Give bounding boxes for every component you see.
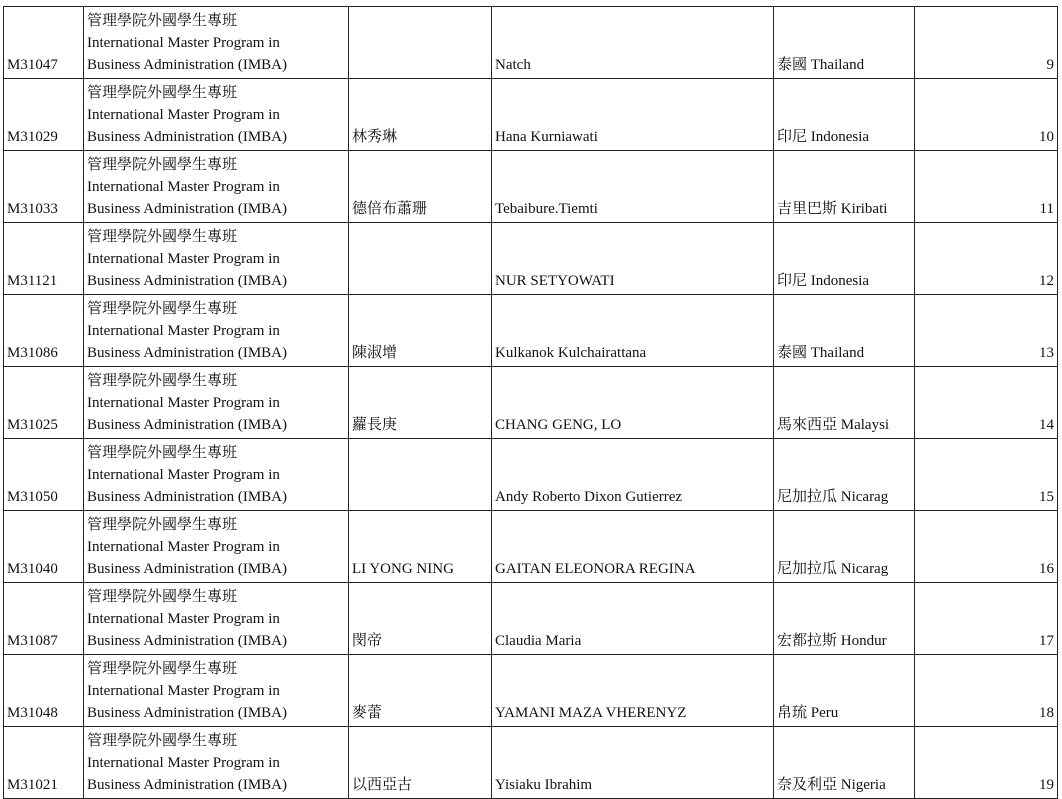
serial-number-cell: 18	[915, 655, 1058, 727]
nationality-cell: 尼加拉瓜 Nicarag	[774, 439, 915, 511]
nationality-cell: 馬來西亞 Malaysi	[774, 367, 915, 439]
department-name-en-line-2: Business Administration (IMBA)	[87, 417, 288, 433]
department-name-en-line-1: International Master Program in	[87, 179, 280, 195]
table-row	[4, 655, 1058, 727]
roster-body	[4, 7, 1058, 799]
department-name-en-line-2: Business Administration (IMBA)	[87, 489, 288, 505]
nationality-cell: 尼加拉瓜 Nicarag	[774, 511, 915, 583]
department-name-en-line-1: International Master Program in	[87, 251, 280, 267]
english-name-cell: GAITAN ELEONORA REGINA	[492, 511, 774, 583]
department-cell	[84, 79, 349, 151]
serial-number-cell: 10	[915, 79, 1058, 151]
student-id-cell: M31040	[4, 511, 84, 583]
student-id-cell: M31029	[4, 79, 84, 151]
nationality-cell: 吉里巴斯 Kiribati	[774, 151, 915, 223]
department-name-en-line-2: Business Administration (IMBA)	[87, 777, 288, 793]
table-row	[4, 295, 1058, 367]
department-name-zh: 管理學院外國學生專班	[87, 229, 238, 245]
chinese-name-cell: 麥蕾	[349, 655, 492, 727]
department-name-en-line-1: International Master Program in	[87, 323, 280, 339]
english-name-cell: Claudia Maria	[492, 583, 774, 655]
student-id-cell: M31050	[4, 439, 84, 511]
department-name-zh: 管理學院外國學生專班	[87, 517, 238, 533]
department-cell	[84, 583, 349, 655]
department-name-zh: 管理學院外國學生專班	[87, 301, 238, 317]
serial-number-cell: 17	[915, 583, 1058, 655]
student-roster-table	[3, 6, 1058, 799]
department-name-en-line-2: Business Administration (IMBA)	[87, 129, 288, 145]
serial-number-cell: 16	[915, 511, 1058, 583]
serial-number-cell: 15	[915, 439, 1058, 511]
department-name-en-line-1: International Master Program in	[87, 467, 280, 483]
table-row	[4, 7, 1058, 79]
department-name-en-line-2: Business Administration (IMBA)	[87, 57, 288, 73]
chinese-name-cell: 林秀琳	[349, 79, 492, 151]
table-row	[4, 727, 1058, 799]
department-name-en-line-1: International Master Program in	[87, 539, 280, 555]
department-name-zh: 管理學院外國學生專班	[87, 445, 238, 461]
serial-number-cell: 11	[915, 151, 1058, 223]
department-name-zh: 管理學院外國學生專班	[87, 373, 238, 389]
chinese-name-cell: 閔帝	[349, 583, 492, 655]
serial-number-cell: 13	[915, 295, 1058, 367]
department-name-zh: 管理學院外國學生專班	[87, 661, 238, 677]
table-row	[4, 223, 1058, 295]
english-name-cell: Yisiaku Ibrahim	[492, 727, 774, 799]
department-name-en-line-2: Business Administration (IMBA)	[87, 561, 288, 577]
department-cell	[84, 439, 349, 511]
department-name-zh: 管理學院外國學生專班	[87, 13, 238, 29]
english-name-cell: CHANG GENG, LO	[492, 367, 774, 439]
nationality-cell: 泰國 Thailand	[774, 295, 915, 367]
serial-number-cell: 14	[915, 367, 1058, 439]
chinese-name-cell: 以西亞古	[349, 727, 492, 799]
department-name-en-line-1: International Master Program in	[87, 35, 280, 51]
department-cell	[84, 511, 349, 583]
nationality-cell: 泰國 Thailand	[774, 7, 915, 79]
chinese-name-cell: 蘿長庚	[349, 367, 492, 439]
table-row	[4, 151, 1058, 223]
department-cell	[84, 7, 349, 79]
department-name-en-line-2: Business Administration (IMBA)	[87, 201, 288, 217]
table-row	[4, 583, 1058, 655]
student-id-cell: M31086	[4, 295, 84, 367]
english-name-cell: Natch	[492, 7, 774, 79]
english-name-cell: Tebaibure.Tiemti	[492, 151, 774, 223]
chinese-name-cell: 德倍布蕭珊	[349, 151, 492, 223]
serial-number-cell: 12	[915, 223, 1058, 295]
department-name-zh: 管理學院外國學生專班	[87, 157, 238, 173]
department-name-en-line-1: International Master Program in	[87, 755, 280, 771]
nationality-cell: 宏都拉斯 Hondur	[774, 583, 915, 655]
english-name-cell: Kulkanok Kulchairattana	[492, 295, 774, 367]
student-id-cell: M31087	[4, 583, 84, 655]
department-name-en-line-1: International Master Program in	[87, 395, 280, 411]
english-name-cell: YAMANI MAZA VHERENYZ	[492, 655, 774, 727]
department-cell	[84, 223, 349, 295]
department-name-zh: 管理學院外國學生專班	[87, 85, 238, 101]
department-name-en-line-2: Business Administration (IMBA)	[87, 705, 288, 721]
department-name-en-line-2: Business Administration (IMBA)	[87, 345, 288, 361]
table-row	[4, 79, 1058, 151]
nationality-cell: 印尼 Indonesia	[774, 223, 915, 295]
english-name-cell: Andy Roberto Dixon Gutierrez	[492, 439, 774, 511]
student-id-cell: M31047	[4, 7, 84, 79]
department-name-en-line-1: International Master Program in	[87, 107, 280, 123]
table-row	[4, 439, 1058, 511]
chinese-name-cell: 陳淑增	[349, 295, 492, 367]
nationality-cell: 印尼 Indonesia	[774, 79, 915, 151]
department-cell	[84, 727, 349, 799]
department-cell	[84, 655, 349, 727]
nationality-cell: 帛琉 Peru	[774, 655, 915, 727]
chinese-name-cell: LI YONG NING	[349, 511, 492, 583]
department-name-en-line-2: Business Administration (IMBA)	[87, 273, 288, 289]
student-id-cell: M31033	[4, 151, 84, 223]
nationality-cell: 奈及利亞 Nigeria	[774, 727, 915, 799]
department-name-en-line-2: Business Administration (IMBA)	[87, 633, 288, 649]
department-cell	[84, 295, 349, 367]
department-name-zh: 管理學院外國學生專班	[87, 589, 238, 605]
chinese-name-cell	[349, 439, 492, 511]
serial-number-cell: 9	[915, 7, 1058, 79]
student-id-cell: M31048	[4, 655, 84, 727]
chinese-name-cell	[349, 223, 492, 295]
department-name-zh: 管理學院外國學生專班	[87, 733, 238, 749]
student-id-cell: M31021	[4, 727, 84, 799]
department-cell	[84, 151, 349, 223]
english-name-cell: Hana Kurniawati	[492, 79, 774, 151]
student-id-cell: M31121	[4, 223, 84, 295]
department-name-en-line-1: International Master Program in	[87, 611, 280, 627]
table-row	[4, 367, 1058, 439]
chinese-name-cell	[349, 7, 492, 79]
department-name-en-line-1: International Master Program in	[87, 683, 280, 699]
table-row	[4, 511, 1058, 583]
student-id-cell: M31025	[4, 367, 84, 439]
english-name-cell: NUR SETYOWATI	[492, 223, 774, 295]
serial-number-cell: 19	[915, 727, 1058, 799]
department-cell	[84, 367, 349, 439]
